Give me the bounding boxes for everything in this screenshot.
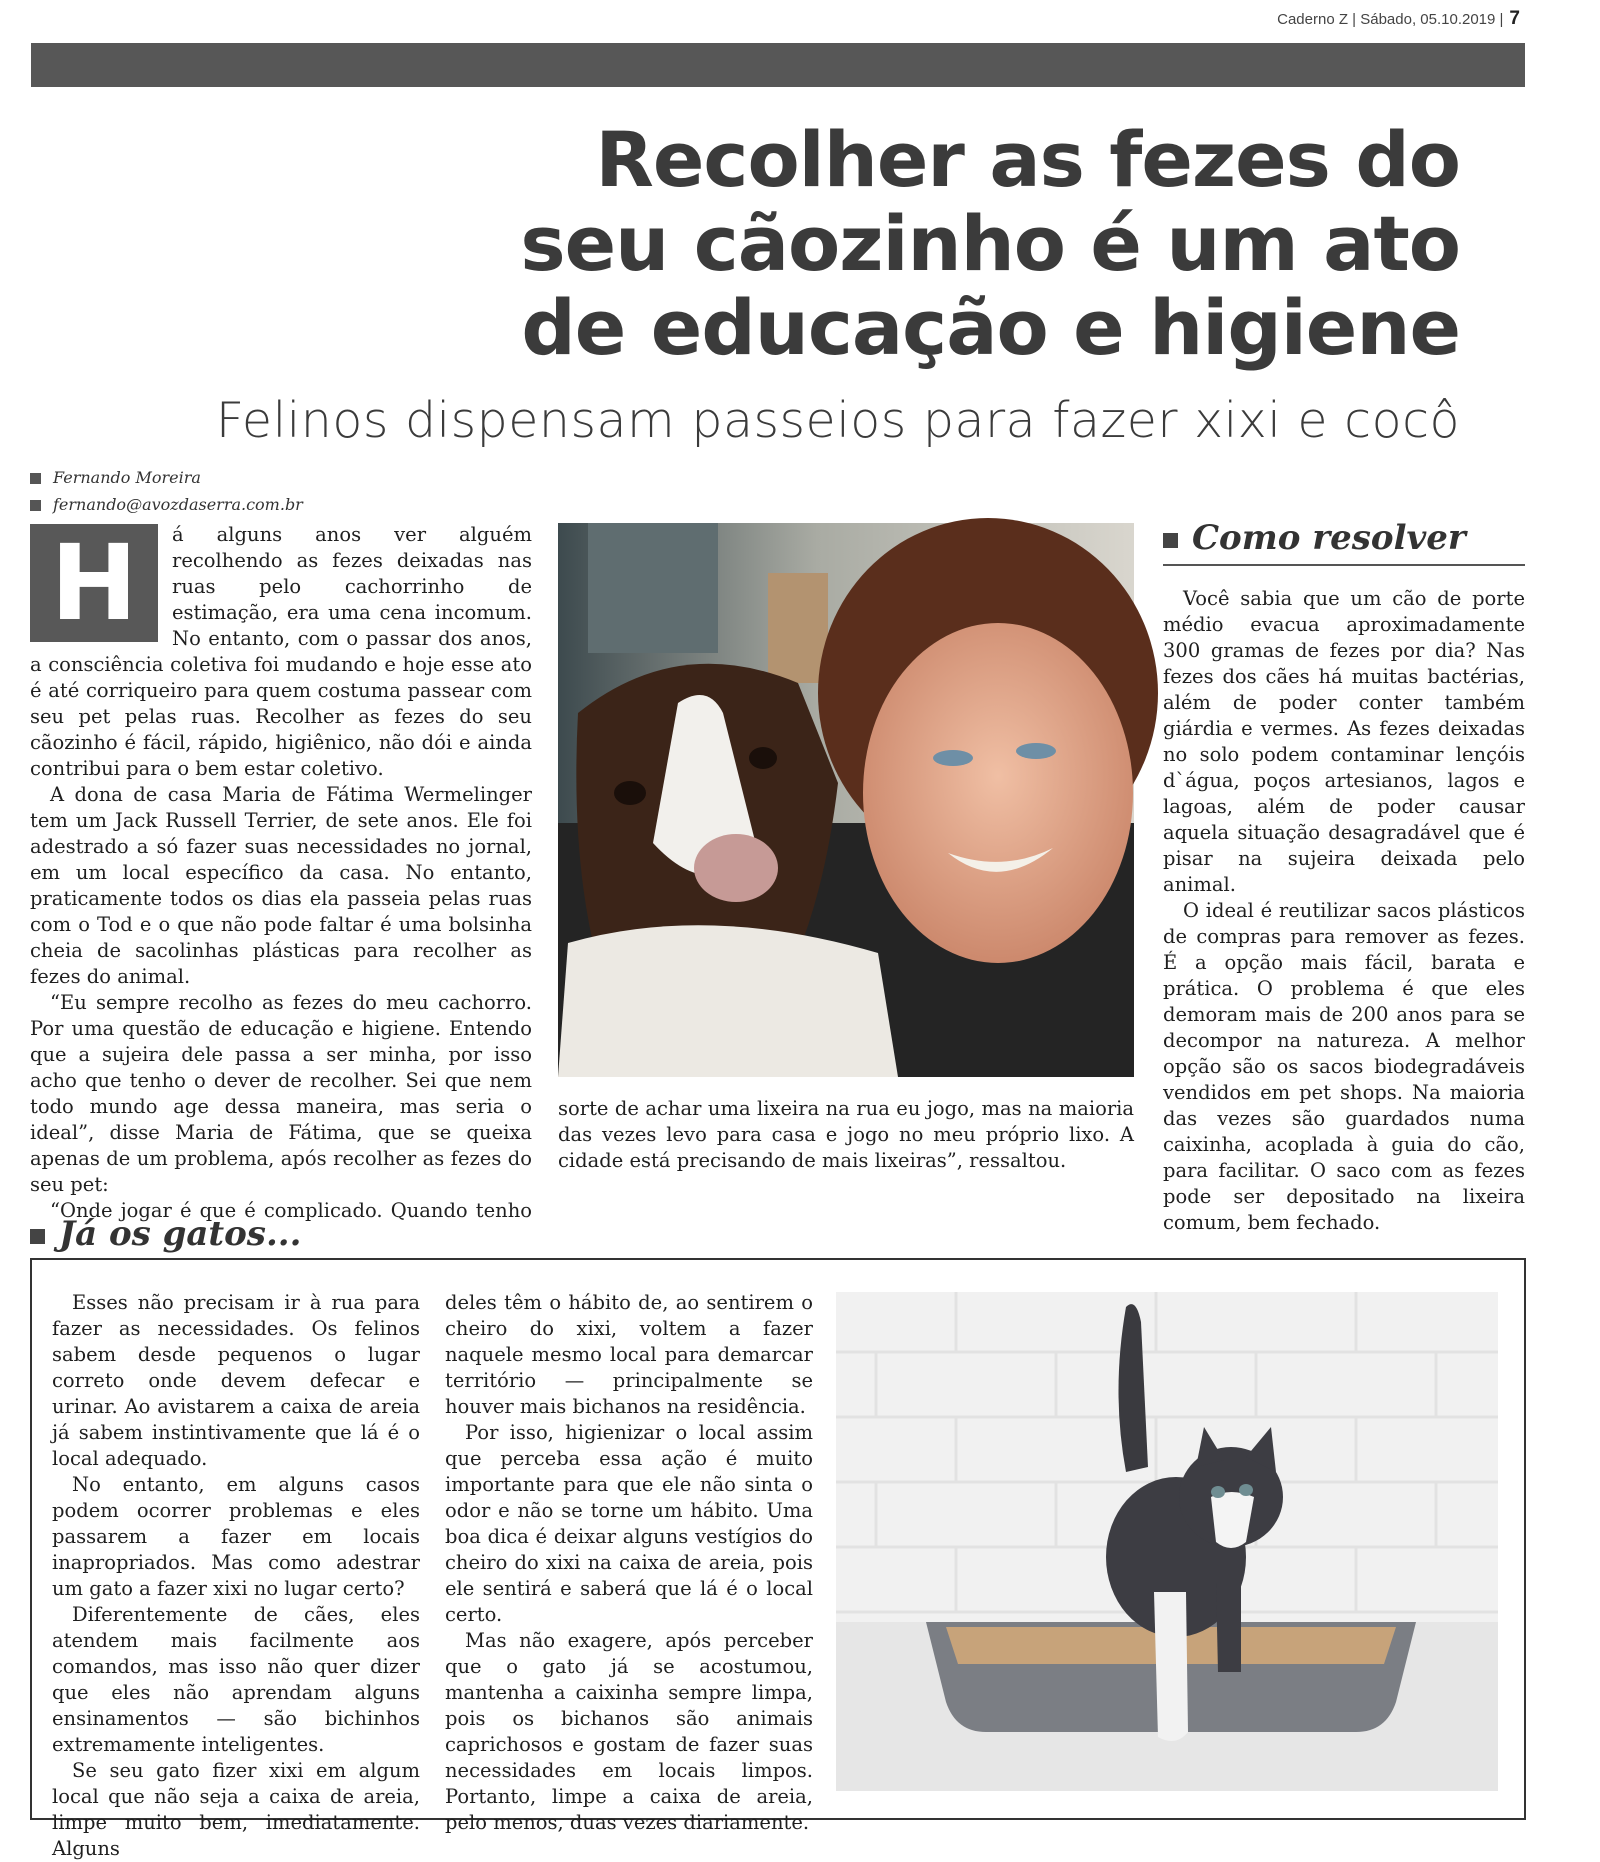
bullet-square-icon bbox=[30, 500, 41, 511]
gatos-paragraph-6: Por isso, higienizar o local assim que perceba essa ação é muito importante para que ele não sinta o odor e não se torne um hábito. Uma boa dica é deixar alguns vestígios do cheiro do xixi na caixa de areia, pois ele sentirá e saberá que lá é o local certo. bbox=[445, 1421, 813, 1626]
byline-author bbox=[30, 468, 201, 487]
gatos-paragraph-5: deles têm o hábito de, ao sentirem o cheiro do xixi, voltem a fazer naquele mesmo local para demarcar território — principalmente se houver mais bichanos na residência. bbox=[445, 1291, 813, 1418]
sidebar-title bbox=[1163, 518, 1466, 558]
author-email: fernando@avozdaserra.com.br bbox=[53, 495, 303, 514]
headline-line-3: de educação e higiene bbox=[521, 283, 1460, 372]
article-paragraph-5: sorte de achar uma lixeira na rua eu jogo, mas na maioria das vezes levo para casa e jogo no meu próprio lixo. A cidade está precisando de mais lixeiras”, ressaltou. bbox=[558, 1097, 1134, 1172]
sidebar-title-text: Como resolver bbox=[1192, 518, 1466, 558]
page-header bbox=[1277, 8, 1520, 30]
gatos-title-text: Já os gatos... bbox=[59, 1214, 302, 1254]
sidebar-paragraph-1: Você sabia que um cão de porte médio evacua aproximadamente 300 gramas de fezes por dia? Nas fezes dos cães há muitas bactérias, além de poder conter também giárdia e vermes. As fezes deixadas no solo podem contaminar lençóis d`água, poços artesianos, lagos e lagoas, além de poder causar aquela situação desagradável que é pisar na sujeira deixada pelo animal. bbox=[1163, 587, 1525, 896]
gatos-title bbox=[30, 1214, 301, 1254]
gatos-paragraph-2: No entanto, em alguns casos podem ocorrer problemas e eles passarem a fazer em locais inapropriados. Mas como adestrar um gato a fazer xixi no lugar certo? bbox=[52, 1473, 420, 1600]
kitten-litter-illustration bbox=[836, 1292, 1498, 1791]
headline bbox=[380, 115, 1460, 372]
gatos-column-2 bbox=[445, 1290, 813, 1836]
article-column-2 bbox=[558, 1096, 1134, 1174]
gatos-paragraph-1: Esses não precisam ir à rua para fazer as necessidades. Os felinos sabem desde pequenos o lugar correto onde devem defecar e urinar. Ao avistarem a caixa de areia já sabem instintivamente que lá é o local adequado. bbox=[52, 1291, 420, 1470]
bullet-square-icon bbox=[30, 1229, 45, 1244]
subheadline: Felinos dispensam passeios para fazer xixi e cocô bbox=[215, 392, 1460, 449]
drop-cap: H bbox=[30, 524, 158, 642]
sidebar-paragraph-2: O ideal é reutilizar sacos plásticos de compras para remover as fezes. É a opção mais fácil, barata e prática. O problema é que eles demoram mais de 200 anos para se decompor na natureza. A melhor opção são os sacos biodegradáveis vendidos em pet shops. Na maioria das vezes são guardados numa caixinha, acoplada à guia do cão, para facilitar. O saco com as fezes pode ser depositado na lixeira comum, bem fechado. bbox=[1163, 899, 1525, 1234]
article-column-1 bbox=[30, 522, 532, 1250]
bullet-square-icon bbox=[1163, 533, 1178, 548]
article-paragraph-4: “Onde jogar é que é complicado. Quando tenho bbox=[50, 1199, 532, 1222]
gatos-column-1 bbox=[52, 1290, 420, 1862]
photo-woman-with-dog bbox=[558, 523, 1134, 1077]
woman-dog-illustration bbox=[558, 523, 1134, 1077]
gatos-paragraph-7: Mas não exagere, após perceber que o gato já se acostumou, mantenha a caixinha sempre limpa, pois os bichanos são animais caprichosos e gostam de fazer suas necessidades em locais limpos. Portanto, limpe a caixa de areia, pelo menos, duas vezes diariamente. bbox=[445, 1629, 813, 1834]
author-name: Fernando Moreira bbox=[53, 468, 201, 487]
sidebar-rule bbox=[1163, 564, 1525, 566]
byline-email bbox=[30, 495, 303, 514]
photo-kitten-litter-box bbox=[836, 1292, 1498, 1791]
bullet-square-icon bbox=[30, 473, 41, 484]
article-paragraph-2: A dona de casa Maria de Fátima Wermelinger tem um Jack Russell Terrier, de sete anos. Ele foi adestrado a só fazer suas necessidades no jornal, em um local específico da casa. No entanto, praticamente todos os dias ela passeia pelas ruas com o Tod e o que não pode faltar é uma bolsinha cheia de sacolinhas plásticas para recolher as fezes do animal. bbox=[30, 783, 532, 988]
page-number: 7 bbox=[1509, 8, 1520, 29]
sidebar-column bbox=[1163, 586, 1525, 1236]
article-paragraph-1: á alguns anos ver alguém recolhendo as fezes deixadas nas ruas pelo cachorrinho de estimação, era uma cena incomum. No entanto, com o passar dos anos, a consciência coletiva foi mudando e hoje esse ato é até corriqueiro para quem costuma passear com seu pet pelas ruas. Recolher as fezes do seu cãozinho é fácil, rápido, higiênico, não dói e ainda contribui para o bem estar coletivo. bbox=[30, 523, 532, 780]
gatos-paragraph-3: Diferentemente de cães, eles atendem mais facilmente aos comandos, mas isso não quer dizer que eles não aprendam alguns ensinamentos — são bichinhos extremamente inteligentes. bbox=[52, 1603, 420, 1756]
gatos-paragraph-4: Se seu gato fizer xixi em algum local que não seja a caixa de areia, limpe muito bem, imediatamente. Alguns bbox=[52, 1759, 420, 1860]
header-bar bbox=[31, 43, 1525, 87]
headline-line-1: Recolher as fezes do bbox=[595, 115, 1460, 204]
headline-line-2: seu cãozinho é um ato bbox=[520, 199, 1460, 288]
section-date: Caderno Z | Sábado, 05.10.2019 | bbox=[1277, 11, 1504, 28]
article-paragraph-3: “Eu sempre recolho as fezes do meu cachorro. Por uma questão de educação e higiene. Entendo que a sujeira dele passa a ser minha, por isso acho que tenho o dever de recolher. Sei que nem todo mundo age dessa maneira, mas seria o ideal”, disse Maria de Fátima, que se queixa apenas de um problema, após recolher as fezes do seu pet: bbox=[30, 991, 532, 1196]
